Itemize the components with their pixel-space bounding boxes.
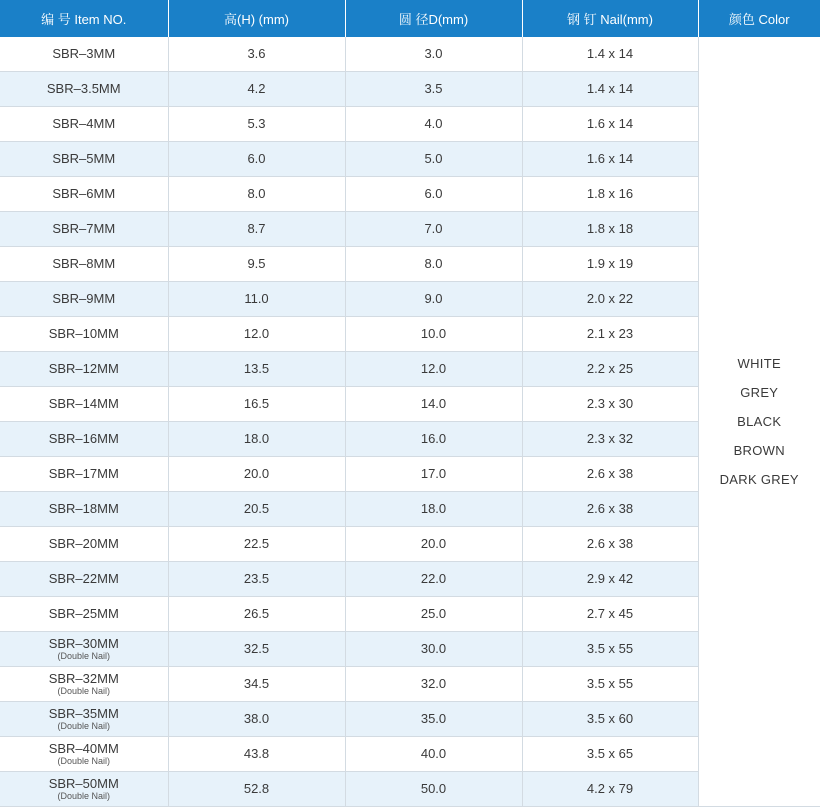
diameter-cell: 12.0 — [345, 352, 522, 387]
item-no-cell — [0, 737, 168, 772]
table-row — [0, 772, 820, 807]
nail-cell: 2.0 x 22 — [522, 282, 698, 317]
header-height: 高(H) (mm) — [168, 0, 345, 37]
diameter-cell: 22.0 — [345, 562, 522, 597]
diameter-cell: 7.0 — [345, 212, 522, 247]
item-note: (Double Nail) — [57, 685, 111, 696]
item-no-cell — [0, 212, 168, 247]
nail-cell: 2.1 x 23 — [522, 317, 698, 352]
item-no: SBR–6MM — [52, 186, 116, 201]
item-no: SBR–7MM — [52, 221, 116, 236]
item-no: SBR–30MM — [48, 635, 119, 651]
nail-cell: 1.6 x 14 — [522, 142, 698, 177]
color-option: GREY — [740, 385, 779, 400]
nail-cell: 3.5 x 55 — [522, 632, 698, 667]
item-no: SBR–18MM — [48, 501, 119, 516]
item-no-cell — [0, 387, 168, 422]
height-cell: 26.5 — [168, 597, 345, 632]
diameter-cell: 35.0 — [345, 702, 522, 737]
item-note: (Double Nail) — [57, 720, 111, 731]
table-row — [0, 632, 820, 667]
table-row — [0, 37, 820, 72]
table-row — [0, 737, 820, 772]
color-option: DARK GREY — [719, 472, 799, 487]
height-cell: 6.0 — [168, 142, 345, 177]
item-no-cell — [0, 527, 168, 562]
item-note: (Double Nail) — [57, 755, 111, 766]
height-cell: 9.5 — [168, 247, 345, 282]
item-no-cell — [0, 457, 168, 492]
height-cell: 23.5 — [168, 562, 345, 597]
item-no-cell — [0, 562, 168, 597]
height-cell: 12.0 — [168, 317, 345, 352]
diameter-cell: 6.0 — [345, 177, 522, 212]
item-no: SBR–40MM — [48, 740, 119, 756]
table-row — [0, 142, 820, 177]
table-row — [0, 212, 820, 247]
nail-cell: 2.6 x 38 — [522, 457, 698, 492]
diameter-cell: 17.0 — [345, 457, 522, 492]
table-row — [0, 702, 820, 737]
diameter-cell: 20.0 — [345, 527, 522, 562]
diameter-cell: 25.0 — [345, 597, 522, 632]
nail-cell: 1.8 x 18 — [522, 212, 698, 247]
item-no: SBR–20MM — [48, 536, 119, 551]
item-no-cell — [0, 177, 168, 212]
item-no-cell — [0, 282, 168, 317]
item-no-cell — [0, 702, 168, 737]
color-option: BLACK — [737, 414, 782, 429]
item-no: SBR–8MM — [52, 256, 116, 271]
header-nail: 钢 钉 Nail(mm) — [522, 0, 698, 37]
diameter-cell: 8.0 — [345, 247, 522, 282]
item-no: SBR–10MM — [48, 326, 119, 341]
item-no-cell — [0, 352, 168, 387]
item-no: SBR–16MM — [48, 431, 119, 446]
header-diameter: 圆 径D(mm) — [345, 0, 522, 37]
height-cell: 20.0 — [168, 457, 345, 492]
diameter-cell: 10.0 — [345, 317, 522, 352]
table-row — [0, 597, 820, 632]
diameter-cell: 3.0 — [345, 37, 522, 72]
nail-cell: 1.6 x 14 — [522, 107, 698, 142]
diameter-cell: 18.0 — [345, 492, 522, 527]
header-row — [0, 0, 820, 37]
item-no: SBR–5MM — [52, 151, 116, 166]
item-no: SBR–32MM — [48, 670, 119, 686]
item-no: SBR–35MM — [48, 705, 119, 721]
diameter-cell: 32.0 — [345, 667, 522, 702]
table-row — [0, 247, 820, 282]
item-no: SBR–3.5MM — [46, 81, 121, 96]
color-options-cell — [698, 37, 820, 807]
height-cell: 5.3 — [168, 107, 345, 142]
item-no-cell — [0, 107, 168, 142]
table-row — [0, 527, 820, 562]
diameter-cell: 16.0 — [345, 422, 522, 457]
height-cell: 8.7 — [168, 212, 345, 247]
color-list — [699, 349, 820, 494]
nail-cell: 2.3 x 30 — [522, 387, 698, 422]
height-cell: 43.8 — [168, 737, 345, 772]
item-no-cell — [0, 422, 168, 457]
table-row — [0, 562, 820, 597]
color-option: WHITE — [737, 356, 781, 371]
diameter-cell: 30.0 — [345, 632, 522, 667]
header-color: 颜色 Color — [698, 0, 820, 37]
item-no-cell — [0, 247, 168, 282]
diameter-cell: 40.0 — [345, 737, 522, 772]
height-cell: 3.6 — [168, 37, 345, 72]
diameter-cell: 50.0 — [345, 772, 522, 807]
item-no: SBR–50MM — [48, 775, 119, 791]
table-row — [0, 457, 820, 492]
item-no: SBR–3MM — [52, 46, 116, 61]
item-no: SBR–9MM — [52, 291, 116, 306]
item-no: SBR–12MM — [48, 361, 119, 376]
item-no: SBR–22MM — [48, 571, 119, 586]
item-no: SBR–4MM — [52, 116, 116, 131]
nail-cell: 2.9 x 42 — [522, 562, 698, 597]
item-no-cell — [0, 772, 168, 807]
nail-cell: 4.2 x 79 — [522, 772, 698, 807]
nail-cell: 3.5 x 60 — [522, 702, 698, 737]
diameter-cell: 14.0 — [345, 387, 522, 422]
item-no-cell — [0, 37, 168, 72]
item-note: (Double Nail) — [57, 790, 111, 801]
diameter-cell: 4.0 — [345, 107, 522, 142]
item-no-cell — [0, 142, 168, 177]
height-cell: 32.5 — [168, 632, 345, 667]
diameter-cell: 3.5 — [345, 72, 522, 107]
table-row — [0, 387, 820, 422]
nail-cell: 1.9 x 19 — [522, 247, 698, 282]
height-cell: 34.5 — [168, 667, 345, 702]
item-no-cell — [0, 317, 168, 352]
height-cell: 20.5 — [168, 492, 345, 527]
nail-cell: 3.5 x 55 — [522, 667, 698, 702]
diameter-cell: 9.0 — [345, 282, 522, 317]
height-cell: 16.5 — [168, 387, 345, 422]
table-row — [0, 352, 820, 387]
height-cell: 11.0 — [168, 282, 345, 317]
nail-cell: 1.4 x 14 — [522, 72, 698, 107]
item-no-cell — [0, 667, 168, 702]
table-row — [0, 72, 820, 107]
table-row — [0, 667, 820, 702]
nail-cell: 1.8 x 16 — [522, 177, 698, 212]
nail-cell: 2.3 x 32 — [522, 422, 698, 457]
table-row — [0, 317, 820, 352]
nail-cell: 3.5 x 65 — [522, 737, 698, 772]
table-row — [0, 177, 820, 212]
item-no-cell — [0, 597, 168, 632]
diameter-cell: 5.0 — [345, 142, 522, 177]
height-cell: 22.5 — [168, 527, 345, 562]
header-item-no: 编 号 Item NO. — [0, 0, 168, 37]
nail-cell: 2.6 x 38 — [522, 492, 698, 527]
item-note: (Double Nail) — [57, 650, 111, 661]
table-row — [0, 422, 820, 457]
table-row — [0, 107, 820, 142]
nail-cell: 2.7 x 45 — [522, 597, 698, 632]
nail-cell: 2.6 x 38 — [522, 527, 698, 562]
height-cell: 52.8 — [168, 772, 345, 807]
item-no-cell — [0, 632, 168, 667]
height-cell: 13.5 — [168, 352, 345, 387]
table-row — [0, 492, 820, 527]
item-no-cell — [0, 492, 168, 527]
item-no: SBR–14MM — [48, 396, 119, 411]
color-option: BROWN — [733, 443, 785, 458]
item-no-cell — [0, 72, 168, 107]
height-cell: 18.0 — [168, 422, 345, 457]
nail-cell: 1.4 x 14 — [522, 37, 698, 72]
item-no: SBR–17MM — [48, 466, 119, 481]
nail-cell: 2.2 x 25 — [522, 352, 698, 387]
table-row — [0, 282, 820, 317]
item-no: SBR–25MM — [48, 606, 119, 621]
height-cell: 8.0 — [168, 177, 345, 212]
height-cell: 38.0 — [168, 702, 345, 737]
height-cell: 4.2 — [168, 72, 345, 107]
